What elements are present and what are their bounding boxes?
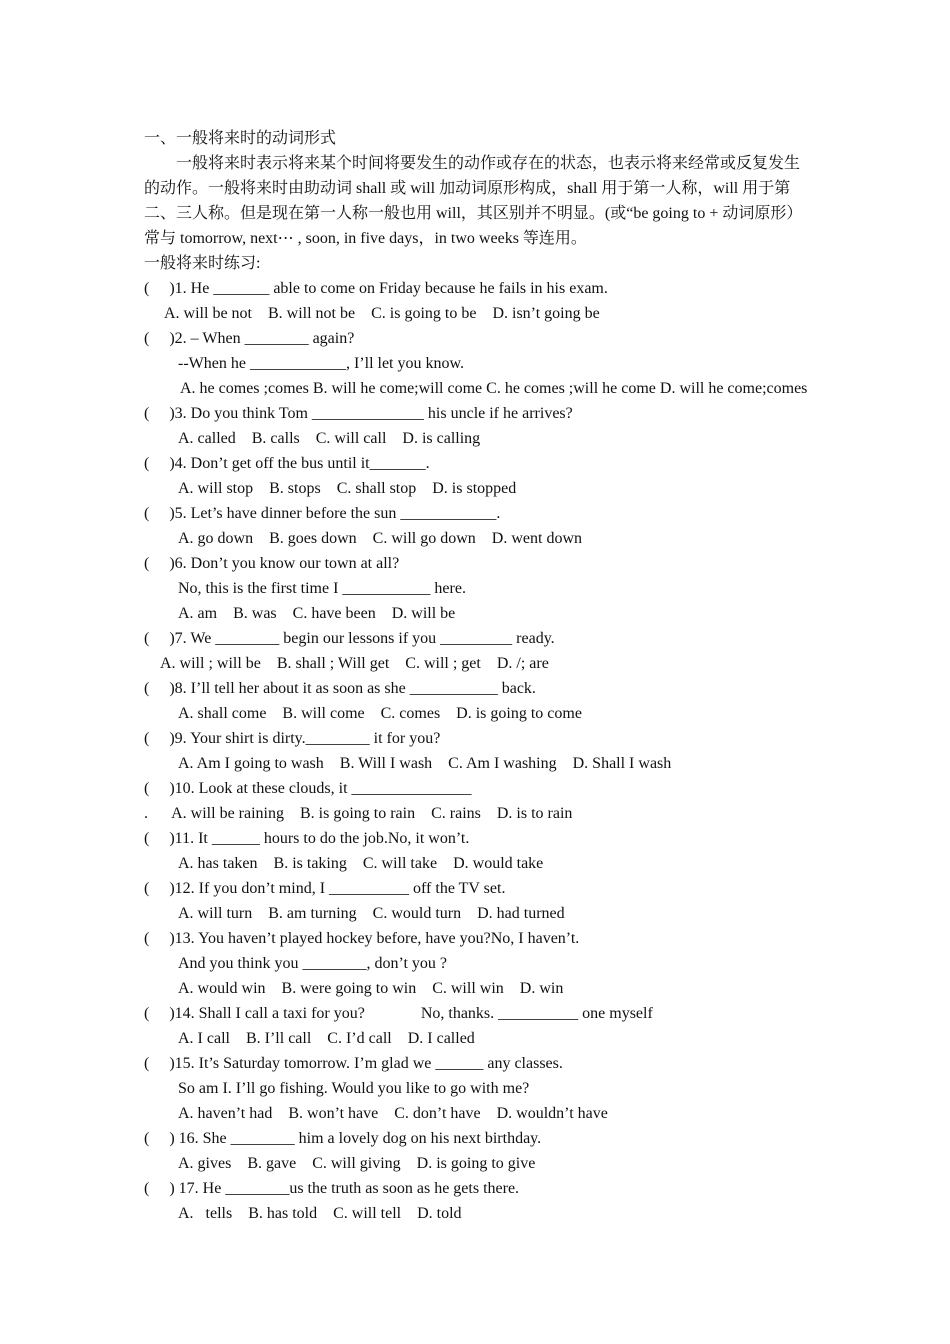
question-options: A. gives B. gave C. will giving D. is going to give [178,1155,536,1172]
question-14 [144,1001,808,1051]
question-8 [144,676,808,726]
question-options: A. I call B. I’ll call C. I’d call D. I called [178,1030,475,1047]
question-options: A. go down B. goes down C. will go down D. went down [178,530,582,547]
question-12 [144,876,808,926]
question-stem: ( )6. Don’t you know our town at all? [144,555,400,572]
question-options: . A. will be raining B. is going to rain C. rains D. is to rain [144,805,573,822]
question-stem: ( )14. Shall I call a taxi for you? No, thanks. __________ one myself [144,1005,653,1022]
question-line: No, this is the first time I ___________ here. [178,580,466,597]
question-15 [144,1051,808,1126]
question-4 [144,451,808,501]
question-1 [144,276,808,326]
question-options: A. would win B. were going to win C. will win D. win [178,980,564,997]
question-9 [144,726,808,776]
question-options: A. will stop B. stops C. shall stop D. is stopped [178,480,517,497]
practice-title: 一般将来时练习: [144,255,261,272]
question-line: So am I. I’ll go fishing. Would you like to go with me? [178,1080,530,1097]
question-options: A. tells B. has told C. will tell D. told [178,1205,462,1222]
question-6 [144,551,808,626]
question-options: A. am B. was C. have been D. will be [178,605,456,622]
question-16 [144,1126,808,1176]
question-17 [144,1176,808,1226]
question-options: A. will be not B. will not be C. is going to be D. isn’t going be [164,305,600,322]
question-stem: ( )4. Don’t get off the bus until it_______. [144,455,430,472]
question-options: A. will ; will be B. shall ; Will get C. will ; get D. /; are [160,655,549,672]
question-options: A. Am I going to wash B. Will I wash C. Am I washing D. Shall I wash [178,755,672,772]
question-stem: ( )13. You haven’t played hockey before, have you?No, I haven’t. [144,930,580,947]
question-line: And you think you ________, don’t you ? [178,955,448,972]
question-options: A. has taken B. is taking C. will take D. would take [178,855,544,872]
question-options: A. will turn B. am turning C. would turn D. had turned [178,905,565,922]
question-3 [144,401,808,451]
question-13 [144,926,808,1001]
question-stem: ( )7. We ________ begin our lessons if you _________ ready. [144,630,555,647]
question-options: A. shall come B. will come C. comes D. is going to come [178,705,582,722]
question-stem: ( )12. If you don’t mind, I __________ off the TV set. [144,880,506,897]
question-stem: ( )11. It ______ hours to do the job.No, it won’t. [144,830,470,847]
question-stem: ( )8. I’ll tell her about it as soon as she ___________ back. [144,680,536,697]
question-stem: ( )9. Your shirt is dirty.________ it for you? [144,730,441,747]
question-10 [144,776,808,826]
question-2 [144,326,808,401]
question-stem: ( )10. Look at these clouds, it _______________ [144,780,472,797]
question-options: A. he comes ;comes B. will he come;will come C. he comes ;will he come D. will he come;comes [180,380,808,397]
question-7 [144,626,808,676]
question-options: A. called B. calls C. will call D. is calling [178,430,481,447]
question-stem: ( )15. It’s Saturday tomorrow. I’m glad we ______ any classes. [144,1055,563,1072]
question-stem: ( )2. – When ________ again? [144,330,355,347]
question-5 [144,501,808,551]
question-stem: ( ) 17. He ________us the truth as soon as he gets there. [144,1180,520,1197]
document-body [144,126,808,1226]
question-options: A. haven’t had B. won’t have C. don’t have D. wouldn’t have [178,1105,608,1122]
question-stem: ( )3. Do you think Tom ______________ his uncle if he arrives? [144,405,573,422]
question-stem: ( )5. Let’s have dinner before the sun ____________. [144,505,501,522]
question-stem: ( ) 16. She ________ him a lovely dog on his next birthday. [144,1130,542,1147]
section-title: 一、一般将来时的动词形式 [144,130,337,147]
question-line: --When he ____________, I’ll let you know. [178,355,465,372]
question-stem: ( )1. He _______ able to come on Friday because he fails in his exam. [144,280,608,297]
question-11 [144,826,808,876]
intro-paragraph: 一般将来时表示将来某个时间将要发生的动作或存在的状态，也表示将来经常或反复发生的动作。一般将来时由助动词 shall 或 will 加动词原形构成，shall 用于第一人称，will 用于第二、三人称。但是现在第一人称一般也用 will，其区别并不明显。(或“be going to + 动词原形）常与 tomorrow, next⋯ , soon, in five days，in two weeks 等连用。 [144,155,803,247]
